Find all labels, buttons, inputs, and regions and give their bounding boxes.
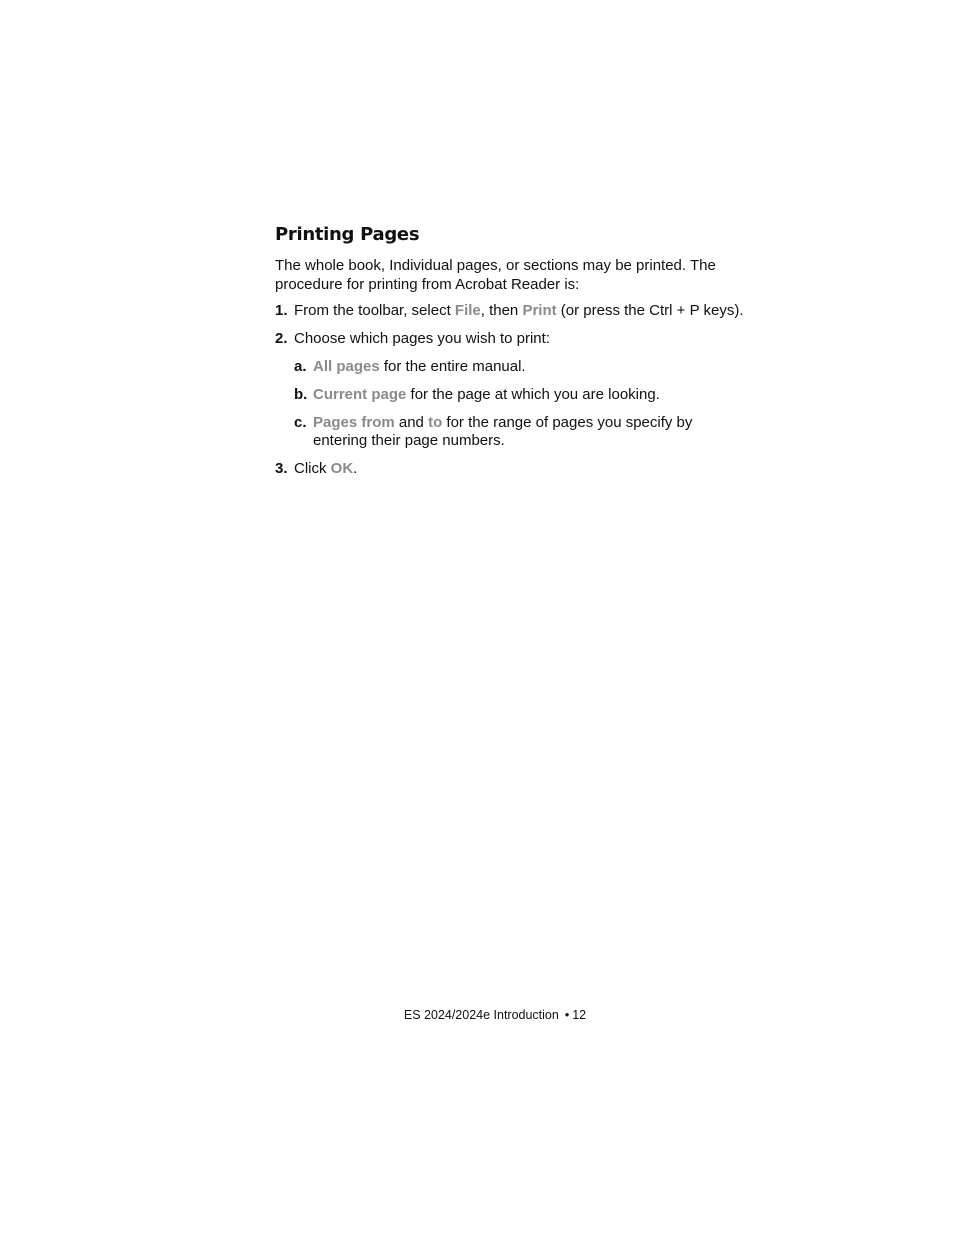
pages-from-keyword: Pages from [313, 414, 395, 431]
option-all-pages [294, 358, 745, 376]
menu-file-keyword: File [454, 302, 481, 319]
ok-keyword: OK [330, 460, 354, 477]
footer-doc-title: ES 2024/2024e Introduction [403, 1008, 559, 1022]
step-text: Choose which pages you wish to print: [294, 330, 550, 347]
option-text: for the range of pages you specify by entering their page numbers. [313, 414, 693, 449]
intro-paragraph: The whole book, Individual pages, or sections may be printed. The procedure for printing from Acrobat Reader is: [275, 257, 716, 293]
step-number: 3. [275, 460, 288, 477]
page-options-list [294, 358, 745, 450]
step-text: . [353, 460, 358, 477]
option-page-range [294, 414, 745, 450]
option-text: for the page at which you are looking. [406, 386, 660, 403]
option-letter: b. [294, 386, 308, 403]
page-footer [0, 1007, 954, 1023]
step-text: , then [480, 302, 523, 319]
steps-list [275, 302, 745, 478]
footer-bullet: • [564, 1008, 570, 1022]
to-keyword: to [428, 414, 443, 431]
step-number: 1. [275, 302, 288, 319]
option-letter: a. [294, 358, 307, 375]
section-heading: Printing Pages [275, 224, 420, 245]
option-text: and [394, 414, 429, 431]
option-letter: c. [294, 414, 307, 431]
menu-print-keyword: Print [522, 302, 557, 319]
current-page-keyword: Current page [313, 386, 407, 403]
step-text: Click [294, 460, 331, 477]
document-body [275, 222, 745, 478]
step-1 [275, 302, 745, 320]
step-2 [275, 330, 745, 450]
option-current-page [294, 386, 745, 404]
all-pages-keyword: All pages [313, 358, 380, 375]
step-3 [275, 460, 745, 478]
step-number: 2. [275, 330, 288, 347]
step-text: (or press the Ctrl + P keys). [556, 302, 744, 319]
step-text: From the toolbar, select [294, 302, 455, 319]
page-number: 12 [572, 1008, 587, 1022]
option-text: for the entire manual. [379, 358, 526, 375]
